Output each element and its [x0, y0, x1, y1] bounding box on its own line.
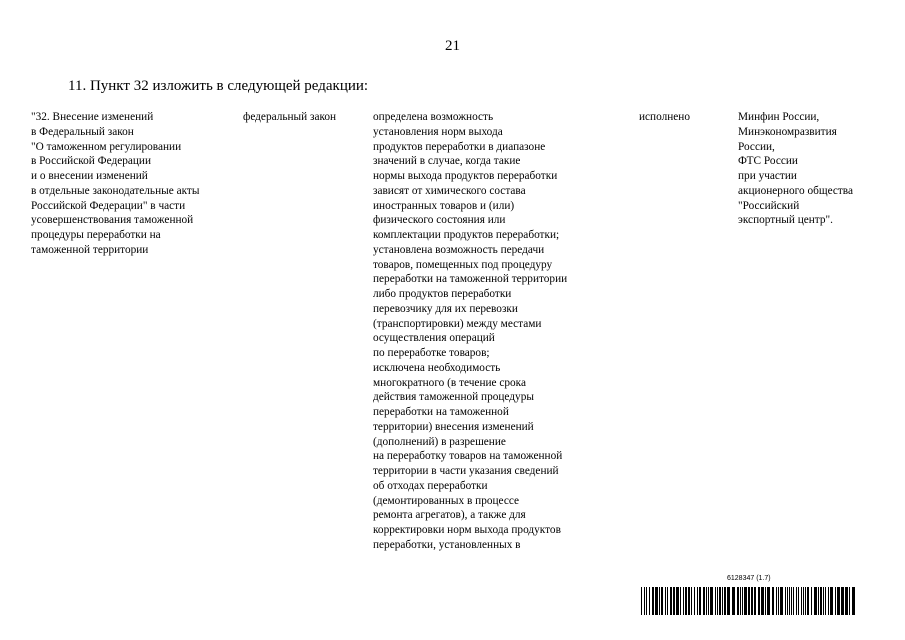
result-line: иностранных товаров и (или)	[373, 199, 515, 212]
result-line: физического состояния или	[373, 214, 506, 227]
result-line: переработки на таможенной	[373, 406, 509, 418]
act-type-column	[243, 110, 336, 125]
result-line: об отходах переработки	[373, 479, 488, 492]
result-line: установлена возможность передачи	[373, 243, 545, 256]
responsible-line: Минэкономразвития	[738, 125, 837, 138]
barcode-icon	[641, 587, 861, 615]
result-line: установления норм выхода	[373, 125, 503, 138]
page-number: 21	[445, 38, 460, 54]
result-line: либо продуктов переработки	[373, 288, 512, 300]
result-line: (транспортировки) между местами	[373, 317, 542, 330]
result-line: по переработке товаров;	[373, 347, 490, 359]
result-line: исключена необходимость	[373, 361, 501, 374]
responsible-line: при участии	[738, 170, 797, 182]
result-line: переработки, установленных в	[373, 538, 521, 551]
responsible-line: акционерного общества	[738, 184, 854, 197]
document-barcode	[641, 575, 861, 615]
result-line: продуктов переработки в диапазоне	[373, 140, 546, 153]
barcode-caption: 6128347 (1.7)	[727, 575, 771, 582]
measure-line: "32. Внесение изменений	[31, 111, 154, 123]
measure-line: Российской Федерации" в части	[31, 199, 186, 212]
result-line: осуществления операций	[373, 332, 495, 345]
responsible-line: Минфин России,	[738, 111, 820, 123]
measure-line: таможенной территории	[31, 243, 149, 256]
measure-line: и о внесении изменений	[31, 170, 148, 182]
result-line: на переработку товаров на таможенной	[373, 450, 563, 463]
responsible-line: "Российский	[738, 199, 800, 212]
measure-line: в отдельные законодательные акты	[31, 184, 200, 197]
responsible-line: России,	[738, 140, 775, 153]
result-line: переработки на таможенной территории	[373, 273, 568, 286]
result-line: территории в части указания сведений	[373, 465, 559, 477]
result-line: значений в случае, когда такие	[373, 155, 521, 168]
measure-line: "О таможенном регулировании	[31, 140, 182, 153]
result-line: (дополнений) в разрешение	[373, 435, 506, 448]
result-line: (демонтированных в процессе	[373, 494, 520, 507]
responsible-line: экспортный центр".	[738, 214, 833, 227]
result-line: перевозчику для их перевозки	[373, 302, 518, 315]
responsible-line: ФТС России	[738, 155, 798, 168]
result-line: ремонта агрегатов), а также для	[373, 509, 526, 522]
responsible-column	[738, 110, 853, 228]
measure-line: процедуры переработки на	[31, 229, 161, 241]
status-line: исполнено	[639, 111, 690, 123]
act_type-line: федеральный закон	[243, 111, 337, 123]
status-column	[639, 110, 690, 125]
result-line: комплектации продуктов переработки;	[373, 229, 560, 241]
measure-column	[31, 110, 199, 258]
amendment-heading: 11. Пункт 32 изложить в следующей редакции:	[68, 78, 369, 94]
measure-line: в Российской Федерации	[31, 155, 152, 168]
measure-line: в Федеральный закон	[31, 125, 134, 138]
measure-line: усовершенствования таможенной	[31, 214, 194, 227]
result-line: нормы выхода продуктов переработки	[373, 170, 558, 182]
result-line: территории) внесения изменений	[373, 420, 534, 433]
result-line: многократного (в течение срока	[373, 376, 527, 389]
result-line: корректировки норм выхода продуктов	[373, 524, 561, 536]
result-column	[373, 110, 567, 553]
result-line: действия таможенной процедуры	[373, 391, 534, 404]
result-line: определена возможность	[373, 111, 494, 123]
result-line: товаров, помещенных под процедуру	[373, 258, 553, 271]
result-line: зависят от химического состава	[373, 184, 526, 197]
